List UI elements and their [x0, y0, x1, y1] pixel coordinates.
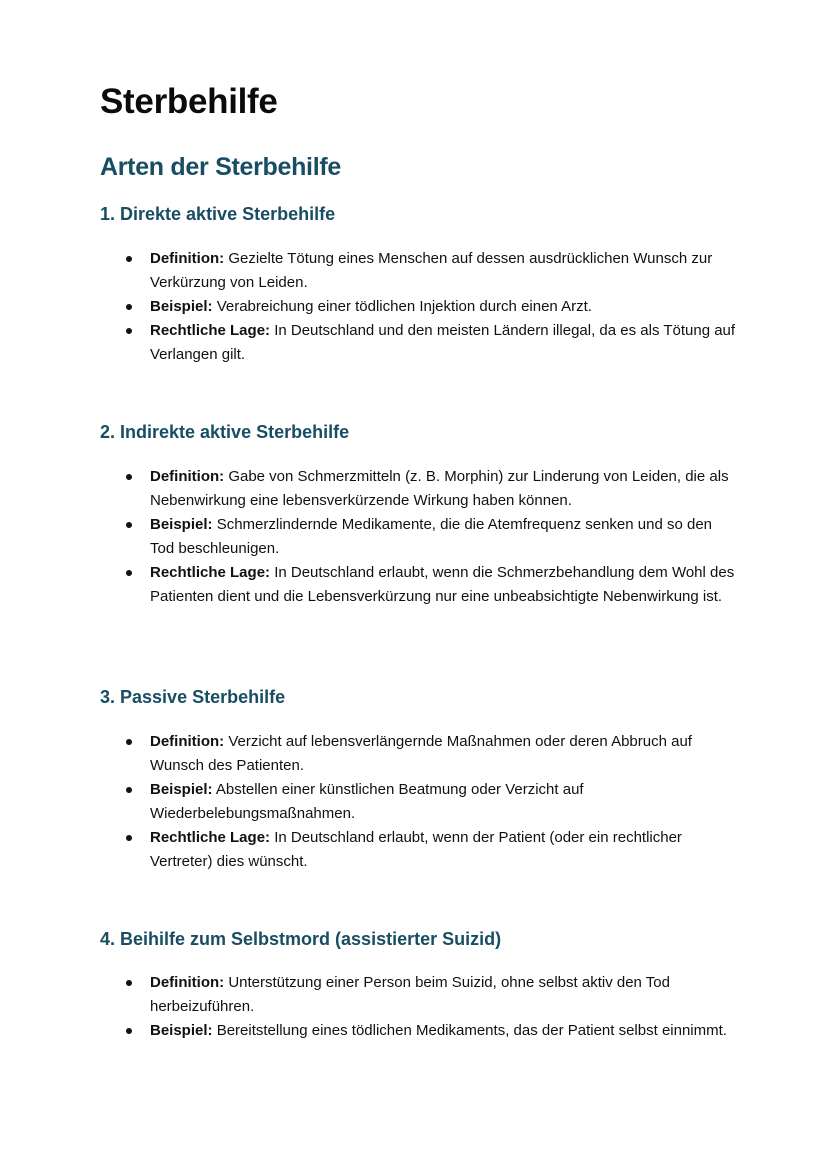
list-item — [150, 826, 740, 874]
item-text: In Deutschland erlaubt, wenn die Schmerzbehandlung dem Wohl des Patienten dient und die Lebensverkürzung nur eine unbeabsichtigte Nebenwirkung ist. — [150, 564, 735, 605]
bullet-list-assistierter-suizid — [150, 971, 740, 1043]
item-text: Unterstützung einer Person beim Suizid, ohne selbst aktiv den Tod herbeizuführen. — [150, 974, 670, 1015]
item-label: Rechtliche Lage: — [150, 564, 271, 581]
item-label: Rechtliche Lage: — [150, 322, 271, 339]
item-label: Definition: — [150, 468, 225, 485]
item-label: Beispiel: — [150, 781, 213, 798]
subsection-heading-assistierter-suizid: 4. Beihilfe zum Selbstmord (assistierter Suizid) — [100, 929, 502, 949]
item-label: Definition: — [150, 733, 225, 750]
item-text: In Deutschland und den meisten Ländern illegal, da es als Tötung auf Verlangen gilt. — [150, 322, 736, 363]
list-item — [150, 778, 740, 826]
list-item — [150, 730, 740, 778]
item-label: Beispiel: — [150, 1022, 213, 1039]
list-item — [150, 465, 740, 513]
item-text: Abstellen einer künstlichen Beatmung oder Verzicht auf Wiederbelebungsmaßnahmen. — [150, 781, 584, 822]
item-label: Definition: — [150, 974, 225, 991]
list-item — [150, 561, 740, 609]
item-text: Gezielte Tötung eines Menschen auf dessen ausdrücklichen Wunsch zur Verkürzung von Leiden. — [150, 250, 713, 291]
list-item — [150, 971, 740, 1019]
item-label: Beispiel: — [150, 298, 213, 315]
item-text: Gabe von Schmerzmitteln (z. B. Morphin) zur Linderung von Leiden, die als Nebenwirkung eine lebensverkürzende Wirkung haben können. — [150, 468, 729, 509]
item-text: Bereitstellung eines tödlichen Medikaments, das der Patient selbst einnimmt. — [212, 1022, 727, 1039]
list-item — [150, 247, 740, 295]
item-text: Verzicht auf lebensverlängernde Maßnahmen oder deren Abbruch auf Wunsch des Patienten. — [150, 733, 692, 774]
list-item — [150, 295, 740, 319]
subsection-heading-indirekte-aktive: 2. Indirekte aktive Sterbehilfe — [100, 422, 350, 442]
item-text: Schmerzlindernde Medikamente, die die Atemfrequenz senken und so den Tod beschleunigen. — [150, 516, 712, 557]
item-label: Definition: — [150, 250, 225, 267]
item-text: Verabreichung einer tödlichen Injektion durch einen Arzt. — [212, 298, 592, 315]
bullet-list-passive — [150, 730, 740, 874]
subsection-heading-passive: 3. Passive Sterbehilfe — [100, 687, 286, 707]
item-label: Rechtliche Lage: — [150, 829, 271, 846]
item-text: In Deutschland erlaubt, wenn der Patient (oder ein rechtlicher Vertreter) dies wünscht. — [150, 829, 682, 870]
item-label: Beispiel: — [150, 516, 213, 533]
document-title: Sterbehilfe — [100, 82, 278, 121]
list-item — [150, 1019, 740, 1043]
subsection-heading-direkte-aktive: 1. Direkte aktive Sterbehilfe — [100, 204, 336, 224]
list-item — [150, 513, 740, 561]
list-item — [150, 319, 740, 367]
section-heading: Arten der Sterbehilfe — [100, 153, 341, 181]
bullet-list-direkte-aktive — [150, 247, 740, 367]
bullet-list-indirekte-aktive — [150, 465, 740, 609]
